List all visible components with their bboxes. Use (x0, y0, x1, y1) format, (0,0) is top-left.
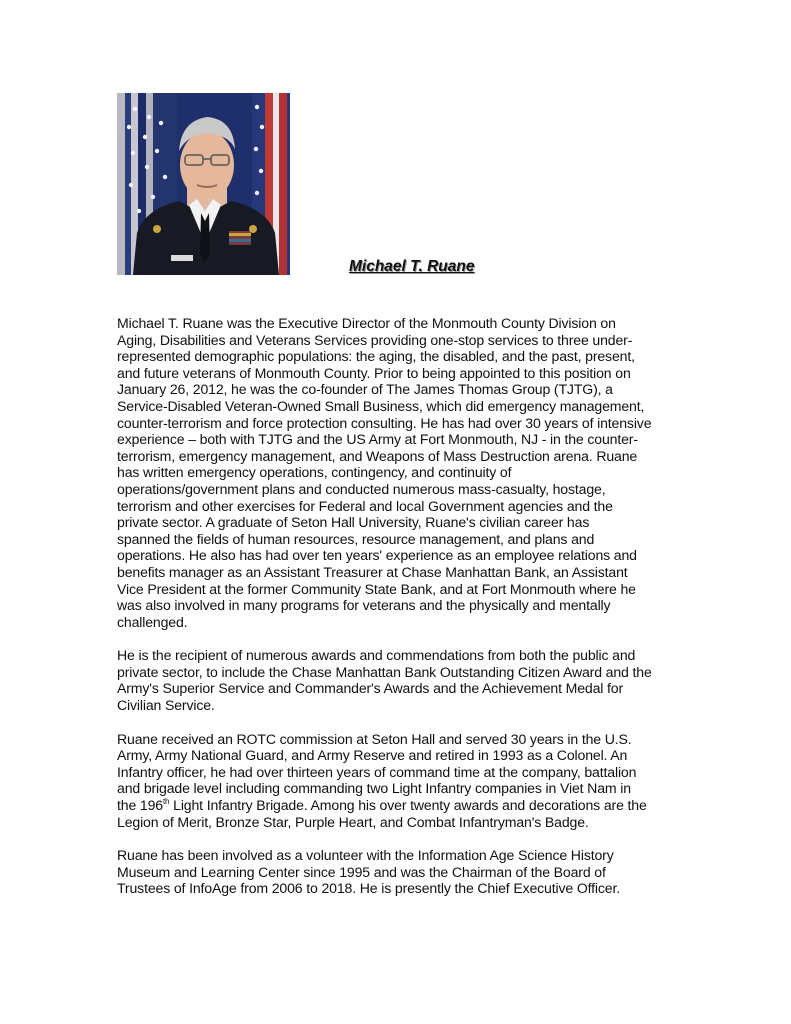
bio-paragraph-career (117, 315, 732, 630)
text-line: Civilian Service. (117, 697, 215, 714)
text-line: Michael T. Ruane was the Executive Director of the Monmouth County Division on (117, 315, 616, 331)
text-line (117, 797, 732, 814)
text-line: Museum and Learning Center since 1995 and was the Chairman of the Board of (117, 863, 606, 880)
text-line: and future veterans of Monmouth County. Prior to being appointed to this position on (117, 364, 631, 381)
text-line: Service-Disabled Veteran-Owned Small Business, which did emergency management, (117, 397, 645, 414)
portrait-photo (117, 93, 290, 275)
text-line: Trustees of InfoAge from 2006 to 2018. He is presently the Chief Executive Officer. (117, 880, 621, 897)
text-line: operations/government plans and conducted numerous mass-casualty, hostage, (117, 480, 606, 497)
bio-paragraph-awards (117, 647, 732, 713)
bio-paragraph-volunteer (117, 847, 732, 897)
text-line: spanned the fields of human resources, resource management, and plans and (117, 530, 595, 547)
text-line: was also involved in many programs for veterans and the physically and mentally (117, 597, 611, 614)
text-line: represented demographic populations: the aging, the disabled, and the past, present, (117, 348, 635, 365)
bio-paragraph-military (117, 731, 732, 831)
text-line: private sector, to include the Chase Manhattan Bank Outstanding Citizen Award and the (117, 663, 652, 680)
text-line: and brigade level including commanding two Light Infantry companies in Viet Nam in (117, 780, 631, 797)
text-line: has written emergency operations, contingency, and continuity of (117, 464, 512, 481)
page-title: Michael T. Ruane (349, 258, 475, 275)
text-line: counter-terrorism and force protection consulting. He has had over 30 years of intensive (117, 414, 652, 431)
text-line: Infantry officer, he had over thirteen years of command time at the company, battalion (117, 763, 637, 780)
text-line: challenged. (117, 613, 188, 630)
text-line: Ruane received an ROTC commission at Seton Hall and served 30 years in the U.S. (117, 730, 632, 747)
text-fragment: the 196 (117, 797, 163, 814)
text-line: Vice President at the former Community State Bank, and at Fort Monmouth where he (117, 580, 636, 597)
biography (117, 315, 732, 914)
ordinal-suffix: th (162, 797, 170, 807)
text-line: terrorism and other exercises for Federal and local Government agencies and the (117, 497, 613, 514)
text-line: January 26, 2012, he was the co-founder of The James Thomas Group (TJTG), a (117, 381, 613, 398)
text-line: Ruane has been involved as a volunteer with the Information Age Science History (117, 847, 614, 864)
portrait-illustration (117, 93, 290, 275)
text-line: benefits manager as an Assistant Treasurer at Chase Manhattan Bank, an Assistant (117, 563, 628, 580)
text-line: Legion of Merit, Bronze Star, Purple Heart, and Combat Infantryman's Badge. (117, 813, 589, 830)
text-fragment: Light Infantry Brigade. Among his over twenty awards and decorations are the (169, 797, 647, 814)
text-line: private sector. A graduate of Seton Hall University, Ruane's civilian career has (117, 514, 590, 531)
text-line: Aging, Disabilities and Veterans Services providing one-stop services to three under- (117, 331, 633, 348)
text-line: Army's Superior Service and Commander's Awards and the Achievement Medal for (117, 680, 624, 697)
text-line: experience – both with TJTG and the US Army at Fort Monmouth, NJ - in the counter- (117, 431, 638, 448)
text-line: operations. He also has had over ten years' experience as an employee relations and (117, 547, 637, 564)
text-line: terrorism, emergency management, and Weapons of Mass Destruction arena. Ruane (117, 447, 638, 464)
text-line: Army, Army National Guard, and Army Reserve and retired in 1993 as a Colonel. An (117, 747, 628, 764)
text-line: He is the recipient of numerous awards and commendations from both the public and (117, 647, 636, 664)
